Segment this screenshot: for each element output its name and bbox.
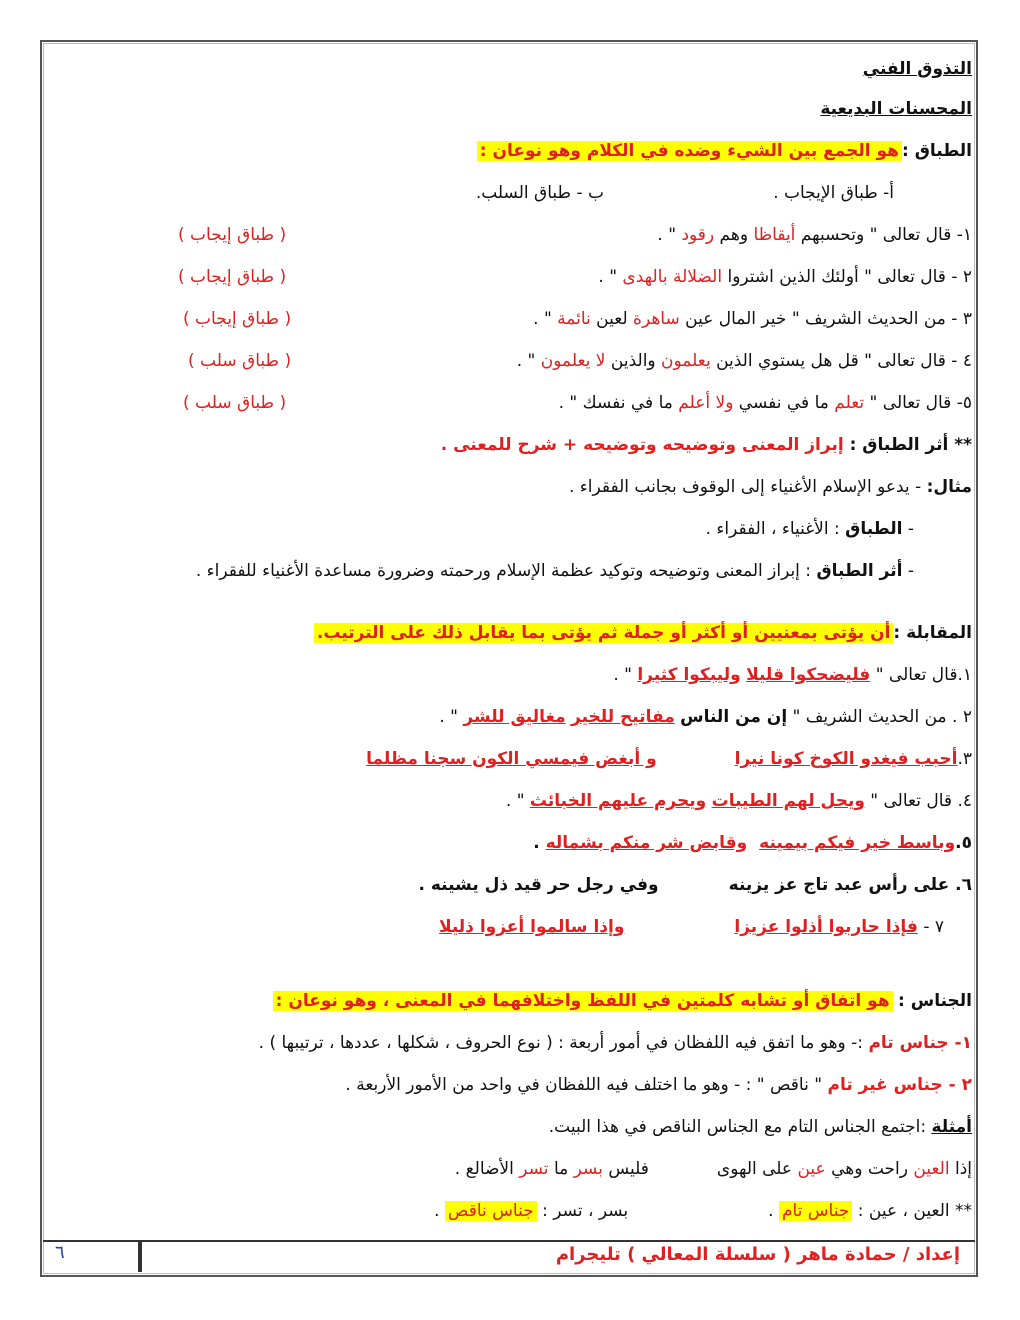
tibaq-definition: هو الجمع بين الشيء وضده في الكلام وهو نوعان :: [477, 141, 902, 161]
tibaq-label: الطباق :: [901, 141, 972, 161]
muqabala-definition: أن يؤتى بمعنيين أو أكثر أو جملة ثم يؤتى بما يقابل ذلك على الترتيب.: [314, 623, 894, 643]
muqabala-example-4: ٤. قال تعالى " ويحل لهم الطيبات ويحرم عليهم الخبائث " .: [505, 791, 972, 811]
tibaq-example-tibaq-label: الطباق: [845, 519, 903, 539]
tibaq-example-5: ٥- قال تعالى " تعلم ما في نفسي ولا أعلم ما في نفسك " .: [558, 393, 972, 413]
tibaq-example-1: ١- قال تعالى " وتحسبهم أيقاظا وهم رقود " .: [657, 225, 972, 245]
tibaq-example-label: مثال:: [926, 477, 972, 497]
tibaq-effect-text: إبراز المعنى وتوضيحه وتوضيحه + شرح للمعنى .: [440, 435, 844, 455]
jinas-full: ١- جناس تام :- وهو ما اتفق فيه اللفظان في أمور أربعة : ( نوع الحروف ، شكلها ، عددها ، ترتيبها ) .: [258, 1033, 972, 1053]
tibaq-example-effect: - أثر الطباق : إبراز المعنى وتوضيحه وتوكيد عظمة الإسلام ورحمته وضرورة مساعدة الأغنياء للفقراء .: [195, 561, 914, 581]
jinas-definition: هو اتفاق أو تشابه كلمتين في اللفظ واختلافهما في المعنى ، وهو نوعان :: [273, 991, 893, 1011]
footer-credit: إعداد / حمادة ماهر ( سلسلة المعالي ) تليجرام: [555, 1244, 960, 1265]
tibaq-example-tibaq: - الطباق : الأغنياء ، الفقراء .: [705, 519, 914, 539]
tibaq-definition-line: [477, 138, 972, 166]
muqabala-label: المقابلة: [906, 623, 972, 643]
tibaq-example-2: ٢ - قال تعالى " أولئك الذين اشتروا الضلالة بالهدى " .: [598, 267, 972, 287]
tibaq-example-tibaq-text: : الأغنياء ، الفقراء .: [705, 519, 840, 539]
muqabala-example-1: ١.قال تعالى " فليضحكوا قليلا وليبكوا كثيرا " .: [613, 665, 972, 685]
jinas-examples: أمثلة :اجتمع الجناس التام مع الجناس الناقص في هذا البيت.: [548, 1117, 972, 1137]
heading-rhetorical-devices: المحسنات البديعية: [820, 99, 972, 119]
tibaq-type-a: أ- طباق الإيجاب .: [773, 183, 894, 203]
tibaq-tag-1: ( طباق إيجاب ): [178, 225, 287, 245]
muqabala-example-3: ٣.أحبب فيغدو الكوخ كونا نيراو أبغض فيمسي الكون سجنا مظلما: [366, 749, 972, 769]
tibaq-effect-line: [441, 432, 972, 460]
tibaq-example-effect-text: : إبراز المعنى وتوضيحه وتوكيد عظمة الإسلام ورحمته وضرورة مساعدة الأغنياء للفقراء .: [195, 561, 812, 581]
tibaq-tag-5: ( طباق سلب ): [183, 393, 287, 413]
footer-divider: [138, 1242, 142, 1272]
muqabala-definition-line: المقابلة :أن يؤتى بمعنيين أو أكثر أو جملة ثم يؤتى بما يقابل ذلك على الترتيب.: [314, 620, 972, 648]
tibaq-example-text: - يدعو الإسلام الأغنياء إلى الوقوف بجانب الفقراء .: [568, 477, 922, 497]
muqabala-example-2: ٢ . من الحديث الشريف " إن من الناس مفاتيح للخير مغاليق للشر " .: [439, 707, 972, 727]
tibaq-example-3: ٣ - من الحديث الشريف " خير المال عين ساهرة لعين نائمة " .: [533, 309, 972, 329]
jinas-verse: إذا العين راحت وهي عين على الهوىفليس بسر ما تسر الأضالع .: [454, 1159, 972, 1179]
tibaq-tag-2: ( طباق إيجاب ): [178, 267, 287, 287]
muqabala-example-7: ٧ - فإذا حاربوا أذلوا عزيزاوإذا سالموا أعزوا ذليلا: [438, 917, 944, 937]
jinas-definition-line: [273, 988, 972, 1016]
jinas-notes: ** العين ، عين : جناس تام .بسر ، تسر : جناس ناقص .: [434, 1201, 972, 1221]
heading-artistic-taste: التذوق الفني: [862, 59, 972, 79]
tibaq-tag-4: ( طباق سلب ): [188, 351, 292, 371]
muqabala-example-5: ٥.وباسط خير فيكم بيمينهوقابض شر منكم بشماله .: [533, 833, 972, 853]
tibaq-example-effect-label: أثر الطباق: [816, 561, 903, 581]
tibaq-type-b: ب - طباق السلب.: [475, 183, 604, 203]
jinas-label: الجناس :: [898, 991, 972, 1011]
muqabala-example-6: ٦. على رأس عبد تاج عز يزينهوفي رجل حر قيد ذل يشينه .: [418, 875, 972, 895]
tibaq-example-4: ٤ - قال تعالى " قل هل يستوي الذين يعلمون والذين لا يعلمون " .: [516, 351, 972, 371]
tibaq-effect-label: ** أثر الطباق :: [849, 435, 972, 455]
page-number: ٦: [55, 1242, 65, 1263]
jinas-partial: ٢ - جناس غير تام " ناقص " : - وهو ما اختلف فيه اللفظان في واحد من الأمور الأربعة .: [345, 1075, 972, 1095]
tibaq-example-line: [569, 474, 972, 502]
tibaq-tag-3: ( طباق إيجاب ): [183, 309, 292, 329]
